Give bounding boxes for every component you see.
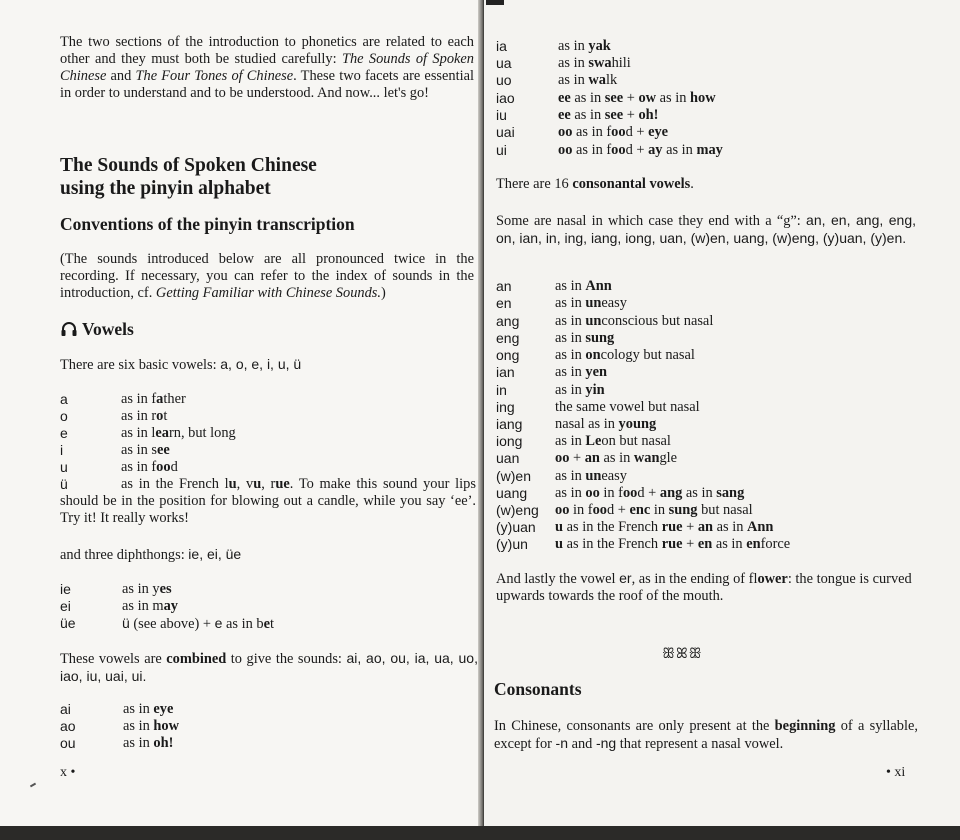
right-page <box>484 0 960 826</box>
diphthongs-list: ie as in yes ei as in may üe ü (see above) + e as in bet <box>60 581 274 632</box>
vowels-heading: Vowels <box>60 319 134 340</box>
page-number-left: x • <box>60 765 76 780</box>
section-title: The Sounds of Spoken Chinese using the pinyin alphabet <box>60 155 317 199</box>
basic-vowels-list: a as in father o as in rot e as in learn, but long i as in see u as in food <box>60 391 236 475</box>
combined-list-right: ia as in yak ua as in swahili uo as in walk iao ee as in see + ow as in how iu ee as in see + oh! uai oo as in food + eye ui oo as in food + ay as in may <box>496 38 723 158</box>
consonants-paragraph: In Chinese, consonants are only present at the beginning of a syllable, except for -n and -ng that represent a nasal vowel. <box>494 718 918 752</box>
vowels-intro: There are six basic vowels: a, o, e, i, u, ü <box>60 356 302 373</box>
consonantal-vowels-text: There are 16 consonantal vowels. <box>496 176 694 192</box>
nasal-note: Some are nasal in which case they end with a “g”: an, en, ang, eng, on, ian, in, ing, iang, iong, uan, (w)en, uang, (w)eng, (y)uan, (y)en. <box>496 212 917 246</box>
nasal-vowels-list: an as in Ann en as in uneasy ang as in unconscious but nasal eng as in sung ong as in oncology but nasal ian as in yen in as in yin ing the same vowel but nasal iang nasal as in young iong as in Leon but nasal uan oo + an as in wangle (w)en as in uneasy uang as in oo in food + ang as in sang (w)eng oo in food + enc in sung but nasal (y)uan u as in the French rue + an as in Ann (y)un u as in the French rue + en as in enforce <box>496 278 791 552</box>
conventions-heading: Conventions of the pinyin transcription <box>60 214 355 234</box>
headphones-icon <box>60 320 78 338</box>
combined-list-left: ai as in eye ao as in how ou as in oh! <box>60 701 179 751</box>
left-page <box>0 0 481 826</box>
intro-paragraph: The two sections of the introduction to phonetics are related to each other and they must both be studied carefully: The Sounds of Spoken Chinese and The Four Tones of Chinese. These two facets are essential in order to understand and to be understood. And now... let's go! <box>60 34 474 101</box>
consonants-heading: Consonants <box>494 679 582 699</box>
combined-paragraph: These vowels are combined to give the sounds: ai, ao, ou, ia, ua, uo, iao, iu, uai, ui. <box>60 650 478 684</box>
page-number-right: • xi <box>886 765 906 780</box>
page-edge-mark <box>486 0 504 5</box>
diphthongs-intro: and three diphthongs: ie, ei, üe <box>60 546 242 563</box>
ornament: ꕥꕤꕥ <box>662 646 703 662</box>
recording-note: (The sounds introduced below are all pronounced twice in the recording. If necessary, you can refer to the index of sounds in the introduction, cf. Getting Familiar with Chinese Sounds.) <box>60 251 474 301</box>
u-umlaut-entry: ü as in the French lu, vu, rue. To make this sound your lips should be in the position for blowing out a candle, while you say ‘ee’. Try it! It really works! <box>60 476 476 526</box>
lastly-paragraph: And lastly the vowel er, as in the ending of flower: the tongue is curved upwards towards the roof of the mouth. <box>496 570 912 604</box>
scan-bottom-edge <box>0 826 960 840</box>
